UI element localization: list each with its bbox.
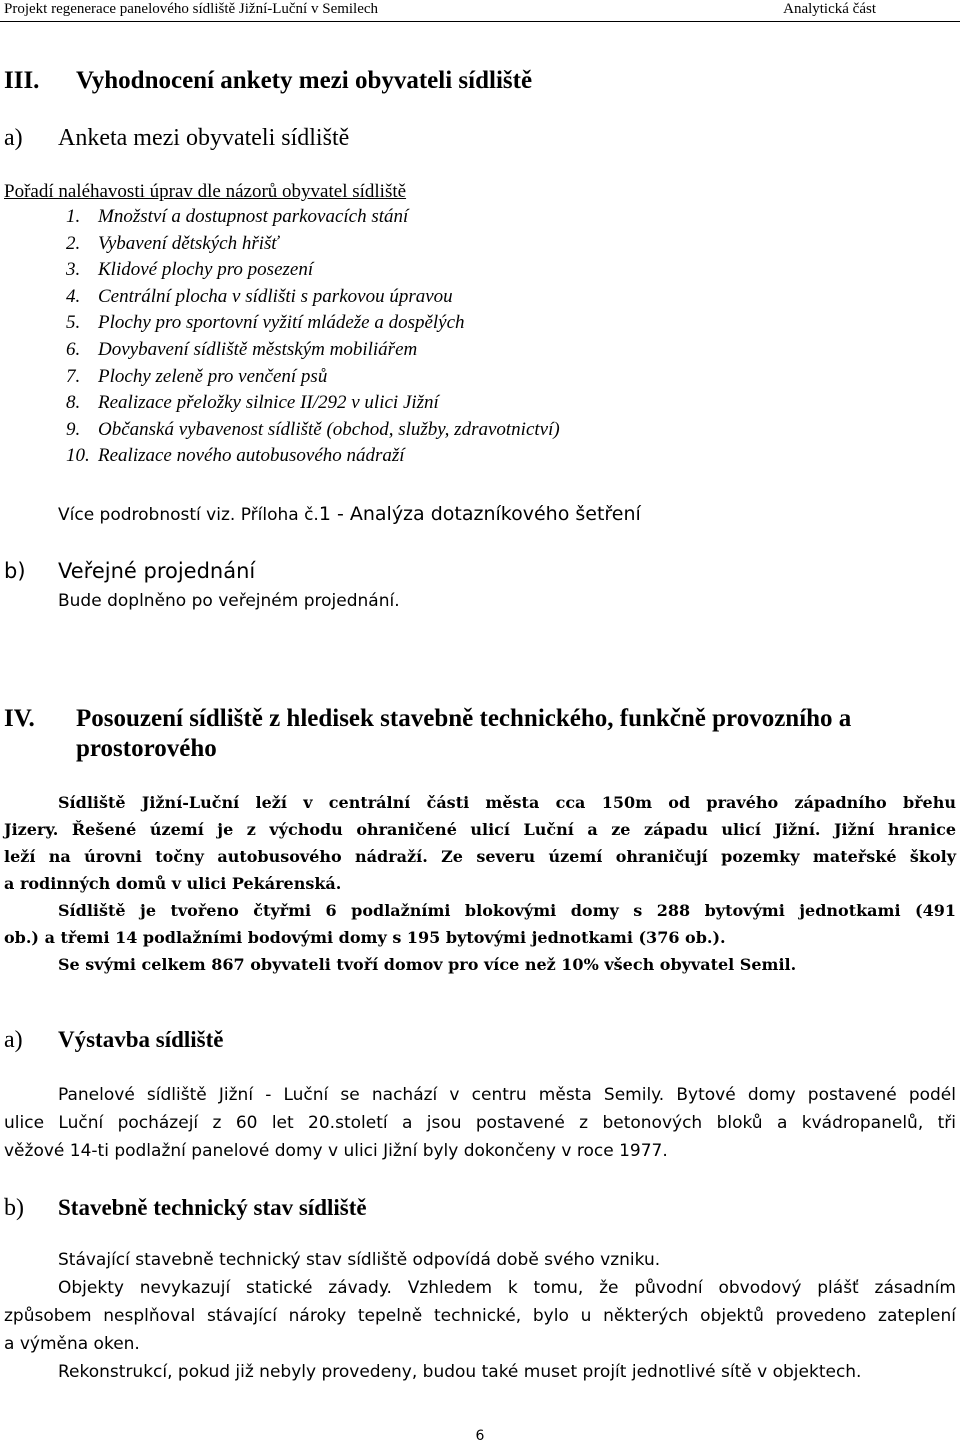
section-3b-label: b)	[4, 559, 26, 583]
header-rule	[0, 21, 960, 22]
buildings-paragraph: Sídliště je tvořeno čtyřmi 6 podlažními blokovými domy s 288 bytovými jednotkami (491 ob.) a třemi 14 podlažními bodovými domy s 195 bytovými jednotkami (376 ob.).	[4, 901, 956, 947]
section-3a-title: Anketa mezi obyvateli sídliště	[58, 125, 350, 151]
list-item: 4. Centrální plocha v sídlišti s parkovou úpravou	[66, 285, 453, 307]
section-4b-title: Stavebně technický stav sídliště	[58, 1195, 367, 1220]
construction-paragraph: Panelové sídliště Jižní - Luční se nachází v centru města Semily. Bytové domy postavené podél ulice Luční pocházejí z 60 let 20.století a jsou postavené z betonových bloků a kvádropanelů, tři věžové 14-ti podlažní panelové domy v ulici Jižní byly dokončeny v roce 1977.	[4, 1085, 956, 1161]
section-3-number: III.	[4, 67, 40, 94]
list-item: 7. Plochy zeleně pro venčení psů	[66, 365, 328, 387]
section-4-title-line-1: Posouzení sídliště z hledisek stavebně technického, funkčně provozního a	[76, 705, 852, 732]
technical-state-paragraph: Stávající stavebně technický stav sídliště odpovídá době svého vzniku. Objekty nevykazují statické závady. Vzhledem k tomu, že původní obvodový plášť zásadním způsobem nesplňoval stávající nároky tepelně technické, bylo u některých objektů provedeno zateplení a výměna oken. Rekonstrukcí, pokud již nebyly provedeny, budou také muset projít jednotlivé sítě v objektech.	[4, 1250, 956, 1382]
section-4-title-line-2: prostorového	[76, 735, 217, 762]
list-item: 10. Realizace nového autobusového nádraží	[66, 445, 405, 467]
list-item: 2. Vybavení dětských hřišť	[66, 232, 279, 254]
section-3a-label: a)	[4, 125, 23, 151]
list-item: 8. Realizace přeložky silnice II/292 v ulici Jižní	[66, 392, 439, 414]
list-item: 3. Klidové plochy pro posezení	[66, 259, 314, 281]
list-item: 9. Občanská vybavenost sídliště (obchod, služby, zdravotnictví)	[66, 418, 560, 440]
section-4a-label: a)	[4, 1027, 23, 1053]
section-3b-text: Bude doplněno po veřejném projednání.	[58, 591, 400, 611]
list-item: 1. Množství a dostupnost parkovacích stání	[66, 206, 409, 227]
population-paragraph: Se svými celkem 867 obyvateli tvoří domov pro více než 10% všech obyvatel Semil.	[58, 955, 797, 974]
section-3-title: Vyhodnocení ankety mezi obyvateli sídliště	[76, 67, 533, 94]
priority-list	[66, 204, 560, 470]
page-header	[0, 0, 960, 22]
survey-intro: Pořadí naléhavosti úprav dle názorů obyvatel sídliště	[4, 181, 407, 202]
appendix-reference: Více podrobností viz. Příloha č.1 - Analýza dotazníkového šetření	[58, 503, 641, 525]
list-item: 6. Dovybavení sídliště městským mobiliářem	[66, 338, 418, 360]
section-3b-title: Veřejné projednání	[58, 559, 256, 583]
section-4a-title: Výstavba sídliště	[58, 1027, 224, 1052]
location-paragraph: Sídliště Jižní-Luční leží v centrální části města cca 150m od pravého západního břehu Jizery. Řešené území je z východu ohraničené ulicí Luční a ze západu ulicí Jižní. Jižní hranice leží na úrovni točny autobusového nádraží. Ze severu území ohraničují pozemky mateřské školy a rodinných domů v ulici Pekárenská.	[4, 793, 956, 893]
list-item: 5. Plochy pro sportovní vyžití mládeže a dospělých	[66, 312, 465, 334]
section-4b-label: b)	[4, 1195, 24, 1221]
page-number: 6	[475, 1428, 485, 1444]
header-section-name: Analytická část	[783, 1, 876, 17]
header-project-title: Projekt regenerace panelového sídliště Jižní-Luční v Semilech	[4, 1, 379, 17]
section-4-number: IV.	[4, 705, 35, 732]
